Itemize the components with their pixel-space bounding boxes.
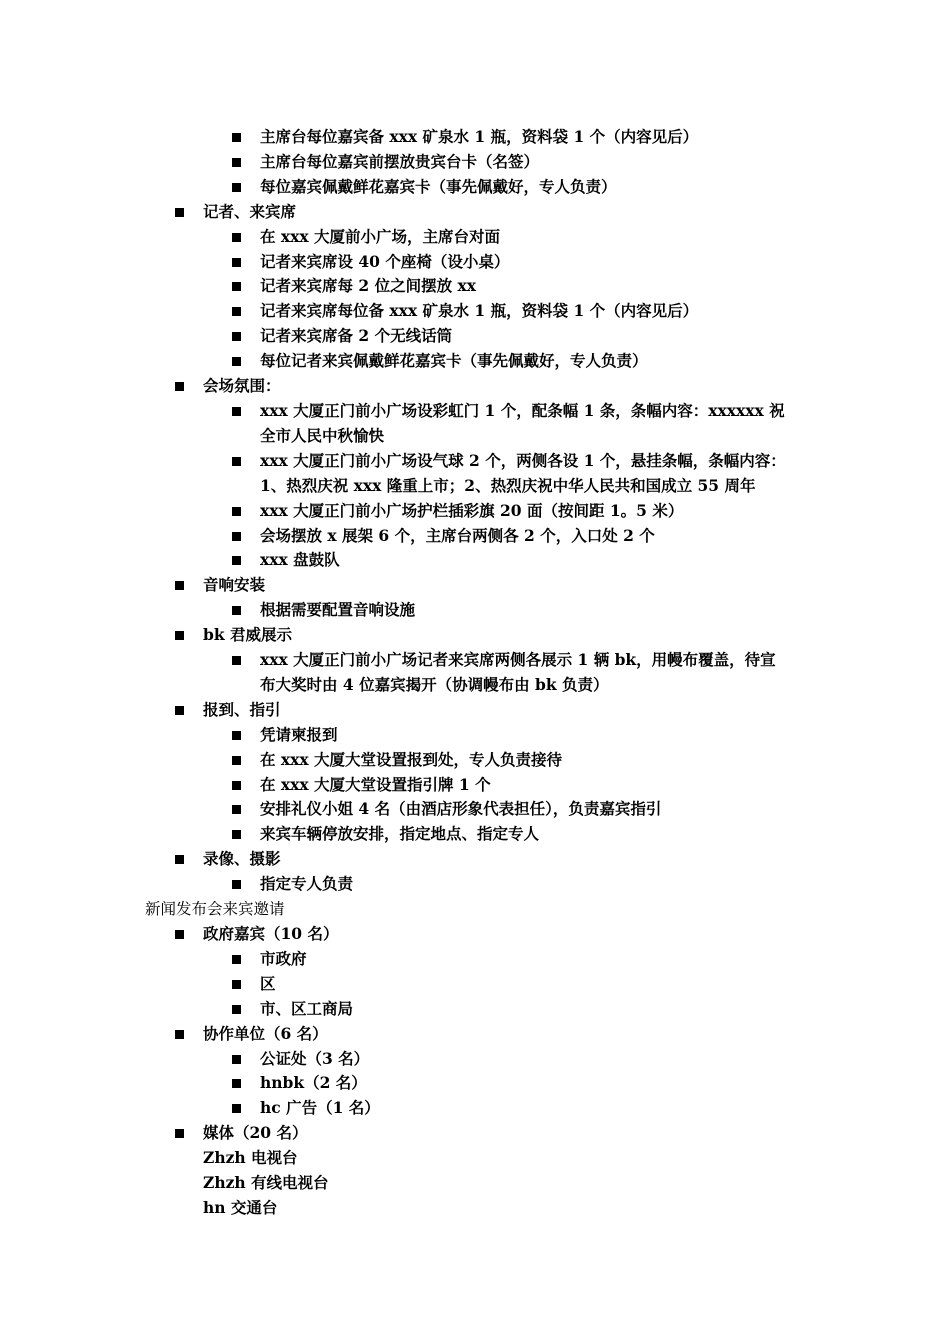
list-item [0,972,950,997]
line-text: 会场摆放 x 展架 6 个，主席台两侧各 2 个，入口处 2 个 [260,525,655,545]
square-bullet-icon [232,457,241,466]
square-bullet-icon [232,532,241,541]
text-line [0,424,950,449]
list-item [0,997,950,1022]
list-item [0,374,950,399]
square-bullet-icon [232,1079,241,1088]
list-item [0,723,950,748]
list-item [0,847,950,872]
square-bullet-icon [232,656,241,665]
square-bullet-icon [232,183,241,192]
text-line [0,1196,950,1221]
line-text: 新闻发布会来宾邀请 [145,900,285,919]
line-text: xxx 大厦正门前小广场设彩虹门 1 个，配条幅 1 条，条幅内容：xxxxxx 祝 [260,400,785,420]
list-item [0,499,950,524]
square-bullet-icon [232,158,241,167]
list-item [0,225,950,250]
list-item [0,274,950,299]
document-page [0,125,950,1221]
line-text: Zhzh 电视台 [203,1148,298,1168]
line-text: 政府嘉宾（10 名） [203,924,339,943]
square-bullet-icon [232,357,241,366]
list-item [0,324,950,349]
line-text: 在 xxx 大厦大堂设置报到处，专人负责接待 [260,749,563,769]
square-bullet-icon [232,1005,241,1014]
line-text: 记者来宾席设 40 个座椅（设小桌） [260,251,510,271]
line-text: 记者、来宾席 [203,201,297,221]
line-text: 会场氛围： [203,376,281,396]
line-text: 主席台每位嘉宾前摆放贵宾台卡（名签） [260,151,540,171]
line-text: xxx 大厦正门前小广场护栏插彩旗 20 面（按间距 1。5 米） [260,500,684,520]
square-bullet-icon [232,781,241,790]
square-bullet-icon [232,307,241,316]
square-bullet-icon [232,407,241,416]
line-text: 根据需要配置音响设施 [260,600,416,620]
list-item [0,748,950,773]
list-item [0,573,950,598]
square-bullet-icon [175,855,184,864]
text-line [0,1146,950,1171]
list-item [0,524,950,549]
list-item [0,150,950,175]
square-bullet-icon [232,133,241,142]
square-bullet-icon [175,208,184,217]
line-text: 报到、指引 [203,699,281,719]
line-text: 主席台每位嘉宾备 xxx 矿泉水 1 瓶，资料袋 1 个（内容见后） [260,127,699,146]
list-item [0,922,950,947]
line-text: hnbk（2 名） [260,1073,367,1093]
square-bullet-icon [232,980,241,989]
line-text: 每位嘉宾佩戴鲜花嘉宾卡（事先佩戴好，专人负责） [260,176,617,196]
square-bullet-icon [232,731,241,740]
line-text: 在 xxx 大厦大堂设置指引牌 1 个 [260,774,491,794]
square-bullet-icon [175,382,184,391]
list-item [0,349,950,374]
square-bullet-icon [232,756,241,765]
line-text: 公证处（3 名） [260,1048,370,1068]
list-item [0,598,950,623]
text-line [0,673,950,698]
list-item [0,175,950,200]
line-text: xxx 盘鼓队 [260,550,340,570]
list-item [0,698,950,723]
list-item [0,1121,950,1146]
square-bullet-icon [232,282,241,291]
square-bullet-icon [175,706,184,715]
line-text: 区 [260,973,276,993]
square-bullet-icon [232,556,241,565]
line-text: 媒体（20 名） [203,1123,308,1143]
line-text: 凭请柬报到 [260,724,338,744]
line-text: 在 xxx 大厦前小广场，主席台对面 [260,226,501,246]
list-item [0,648,950,673]
list-item [0,200,950,225]
text-line [0,1171,950,1196]
square-bullet-icon [175,1129,184,1138]
list-item [0,1071,950,1096]
square-bullet-icon [175,581,184,590]
section-heading [0,897,950,922]
line-text: 1、热烈庆祝 xxx 隆重上市；2、热烈庆祝中华人民共和国成立 55 周年 [260,475,756,495]
line-text: 来宾车辆停放安排，指定地点、指定专人 [260,824,540,844]
line-text: 录像、摄影 [203,849,281,869]
line-text: bk 君威展示 [203,625,292,645]
list-item [0,947,950,972]
list-item [0,1096,950,1121]
line-text: 全市人民中秋愉快 [260,425,385,445]
line-text: 布大奖时由 4 位嘉宾揭开（协调幔布由 bk 负责） [260,674,609,694]
line-text: 市、区工商局 [260,998,354,1018]
line-text: hn 交通台 [203,1197,278,1217]
square-bullet-icon [232,1104,241,1113]
square-bullet-icon [175,1030,184,1039]
list-item [0,250,950,275]
list-item [0,1047,950,1072]
list-item [0,1022,950,1047]
list-item [0,797,950,822]
square-bullet-icon [175,930,184,939]
line-text: 每位记者来宾佩戴鲜花嘉宾卡（事先佩戴好，专人负责） [260,351,648,371]
list-item [0,623,950,648]
line-text: xxx 大厦正门前小广场记者来宾席两侧各展示 1 辆 bk，用幔布覆盖，待宣 [260,650,776,670]
line-text: 记者来宾席备 2 个无线话筒 [260,326,453,346]
square-bullet-icon [232,507,241,516]
list-item [0,822,950,847]
list-item [0,449,950,474]
line-text: 协作单位（6 名） [203,1023,328,1043]
line-text: 记者来宾席每位备 xxx 矿泉水 1 瓶，资料袋 1 个（内容见后） [260,301,699,321]
text-line [0,474,950,499]
line-text: 指定专人负责 [260,874,354,894]
square-bullet-icon [232,805,241,814]
line-text: 记者来宾席每 2 位之间摆放 xx [260,276,476,296]
square-bullet-icon [232,606,241,615]
square-bullet-icon [232,830,241,839]
square-bullet-icon [232,1055,241,1064]
line-text: 安排礼仪小姐 4 名（由酒店形象代表担任），负责嘉宾指引 [260,799,662,819]
line-text: 音响安装 [203,575,266,595]
list-item [0,773,950,798]
square-bullet-icon [232,955,241,964]
square-bullet-icon [175,631,184,640]
line-text: xxx 大厦正门前小广场设气球 2 个，两侧各设 1 个，悬挂条幅，条幅内容： [260,450,786,470]
list-item [0,125,950,150]
list-item [0,872,950,897]
line-text: 市政府 [260,948,307,968]
square-bullet-icon [232,258,241,267]
square-bullet-icon [232,332,241,341]
square-bullet-icon [232,233,241,242]
line-text: hc 广告（1 名） [260,1098,380,1118]
list-item [0,399,950,424]
list-item [0,299,950,324]
list-item [0,548,950,573]
line-text: Zhzh 有线电视台 [203,1173,329,1193]
square-bullet-icon [232,880,241,889]
